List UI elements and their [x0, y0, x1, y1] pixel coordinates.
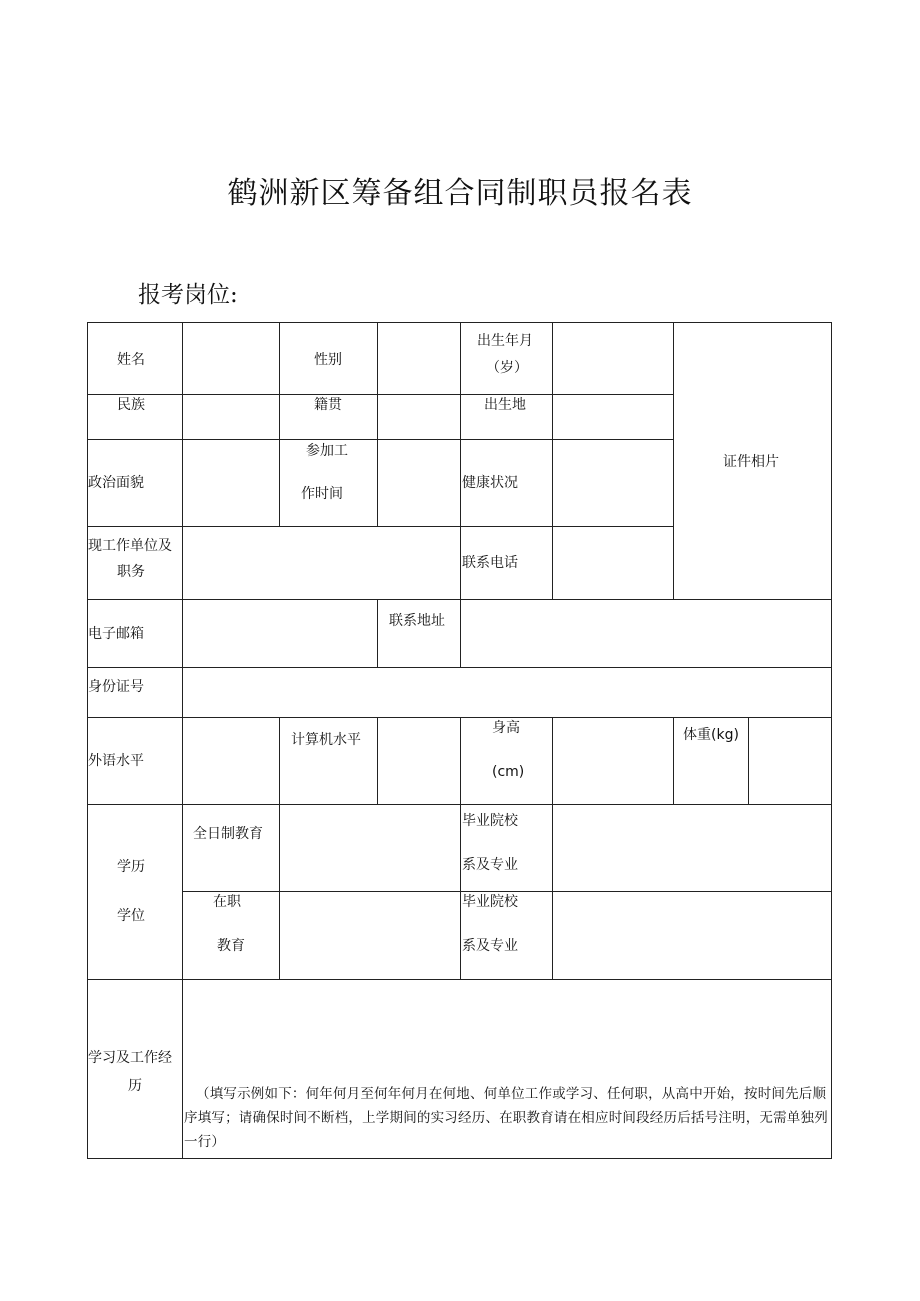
- major2-label: 系及专业: [462, 938, 518, 954]
- email-label: 电子邮箱: [88, 626, 144, 642]
- name-label: 姓名: [117, 352, 145, 368]
- height-unit-label: (cm): [492, 764, 525, 780]
- gender-input[interactable]: [377, 322, 461, 395]
- weight-label-cell: [673, 717, 749, 805]
- ethnicity-input[interactable]: [182, 394, 280, 440]
- height-label: 身高: [492, 720, 520, 736]
- position-label: 报考岗位:: [138, 282, 238, 308]
- language-label: 外语水平: [88, 753, 144, 769]
- education-label-cell: [87, 804, 183, 980]
- health-label: 健康状况: [462, 475, 518, 491]
- fulltime-input[interactable]: [279, 804, 461, 892]
- phone-label-cell: [460, 526, 553, 600]
- gender-label: 性别: [314, 352, 342, 368]
- political-status-input[interactable]: [182, 439, 280, 527]
- weight-label: 体重(kg): [683, 727, 739, 743]
- school-label-cell: [460, 804, 553, 892]
- birthplace-label-cell: [460, 394, 553, 440]
- height-input[interactable]: [552, 717, 674, 805]
- language-label-cell: [87, 717, 183, 805]
- address-input[interactable]: [460, 599, 832, 668]
- language-input[interactable]: [182, 717, 280, 805]
- ethnicity-label-cell: [87, 394, 183, 440]
- current-unit-input[interactable]: [182, 526, 461, 600]
- photo-label: 证件相片: [723, 454, 779, 470]
- name-input[interactable]: [182, 322, 280, 395]
- current-unit-label-cell: [87, 526, 183, 600]
- degree-label: 学位: [117, 908, 145, 924]
- gender-label-cell: [279, 322, 378, 395]
- school2-input[interactable]: [552, 891, 832, 980]
- id-number-label-cell: [87, 667, 183, 718]
- school-input[interactable]: [552, 804, 832, 892]
- birth-label-cell: [460, 322, 553, 395]
- health-label-cell: [460, 439, 553, 527]
- native-place-label: 籍贯: [314, 397, 342, 413]
- political-status-label-cell: [87, 439, 183, 527]
- current-unit-label: 现工作单位及: [88, 538, 172, 554]
- native-place-label-cell: [279, 394, 378, 440]
- work-start-label-cell: [279, 439, 378, 527]
- current-unit-label-2: 职务: [117, 564, 145, 580]
- birth-input[interactable]: [552, 322, 674, 395]
- work-start-label-2: 作时间: [301, 486, 343, 502]
- education-label: 学历: [117, 859, 145, 875]
- experience-label: 学习及工作经: [88, 1050, 172, 1066]
- phone-input[interactable]: [552, 526, 674, 600]
- photo-cell[interactable]: [673, 322, 832, 600]
- address-label-cell: [377, 599, 461, 668]
- email-input[interactable]: [182, 599, 378, 668]
- ethnicity-label: 民族: [117, 397, 145, 413]
- parttime-label-2: 教育: [217, 938, 245, 954]
- school2-label-cell: [460, 891, 553, 980]
- computer-label-cell: [279, 717, 378, 805]
- experience-label-cell: [87, 979, 183, 1159]
- phone-label: 联系电话: [462, 555, 518, 571]
- fulltime-label: 全日制教育: [193, 826, 263, 842]
- experience-label-2: 历: [128, 1078, 142, 1094]
- health-input[interactable]: [552, 439, 674, 527]
- fulltime-label-cell: [182, 804, 280, 892]
- computer-input[interactable]: [377, 717, 461, 805]
- major-label: 系及专业: [462, 857, 518, 873]
- birth-label: 出生年月: [477, 333, 533, 349]
- id-number-label: 身份证号: [88, 679, 144, 695]
- parttime-input[interactable]: [279, 891, 461, 980]
- work-start-input[interactable]: [377, 439, 461, 527]
- work-start-label: 参加工: [306, 443, 348, 459]
- political-status-label: 政治面貌: [88, 475, 144, 491]
- age-label: （岁）: [486, 360, 528, 376]
- address-label: 联系地址: [389, 613, 445, 629]
- parttime-label-cell: [182, 891, 280, 980]
- birthplace-label: 出生地: [484, 397, 526, 413]
- parttime-label: 在职: [213, 894, 241, 910]
- id-number-input[interactable]: [182, 667, 832, 718]
- form-title: 鹤洲新区筹备组合同制职员报名表: [227, 176, 693, 211]
- weight-input[interactable]: [748, 717, 832, 805]
- computer-label: 计算机水平: [291, 732, 361, 748]
- birthplace-input[interactable]: [552, 394, 674, 440]
- school-label: 毕业院校: [462, 813, 518, 829]
- native-place-input[interactable]: [377, 394, 461, 440]
- email-label-cell: [87, 599, 183, 668]
- name-label-cell: [87, 322, 183, 395]
- height-label-cell: [460, 717, 553, 805]
- experience-note: （填写示例如下：何年何月至何年何月在何地、何单位工作或学习、任何职，从高中开始，按时间先后顺序填写；请确保时间不断档，上学期间的实习经历、在职教育请在相应时间段经历后括号注明，无需单独列一行）: [184, 1086, 828, 1150]
- school2-label: 毕业院校: [462, 894, 518, 910]
